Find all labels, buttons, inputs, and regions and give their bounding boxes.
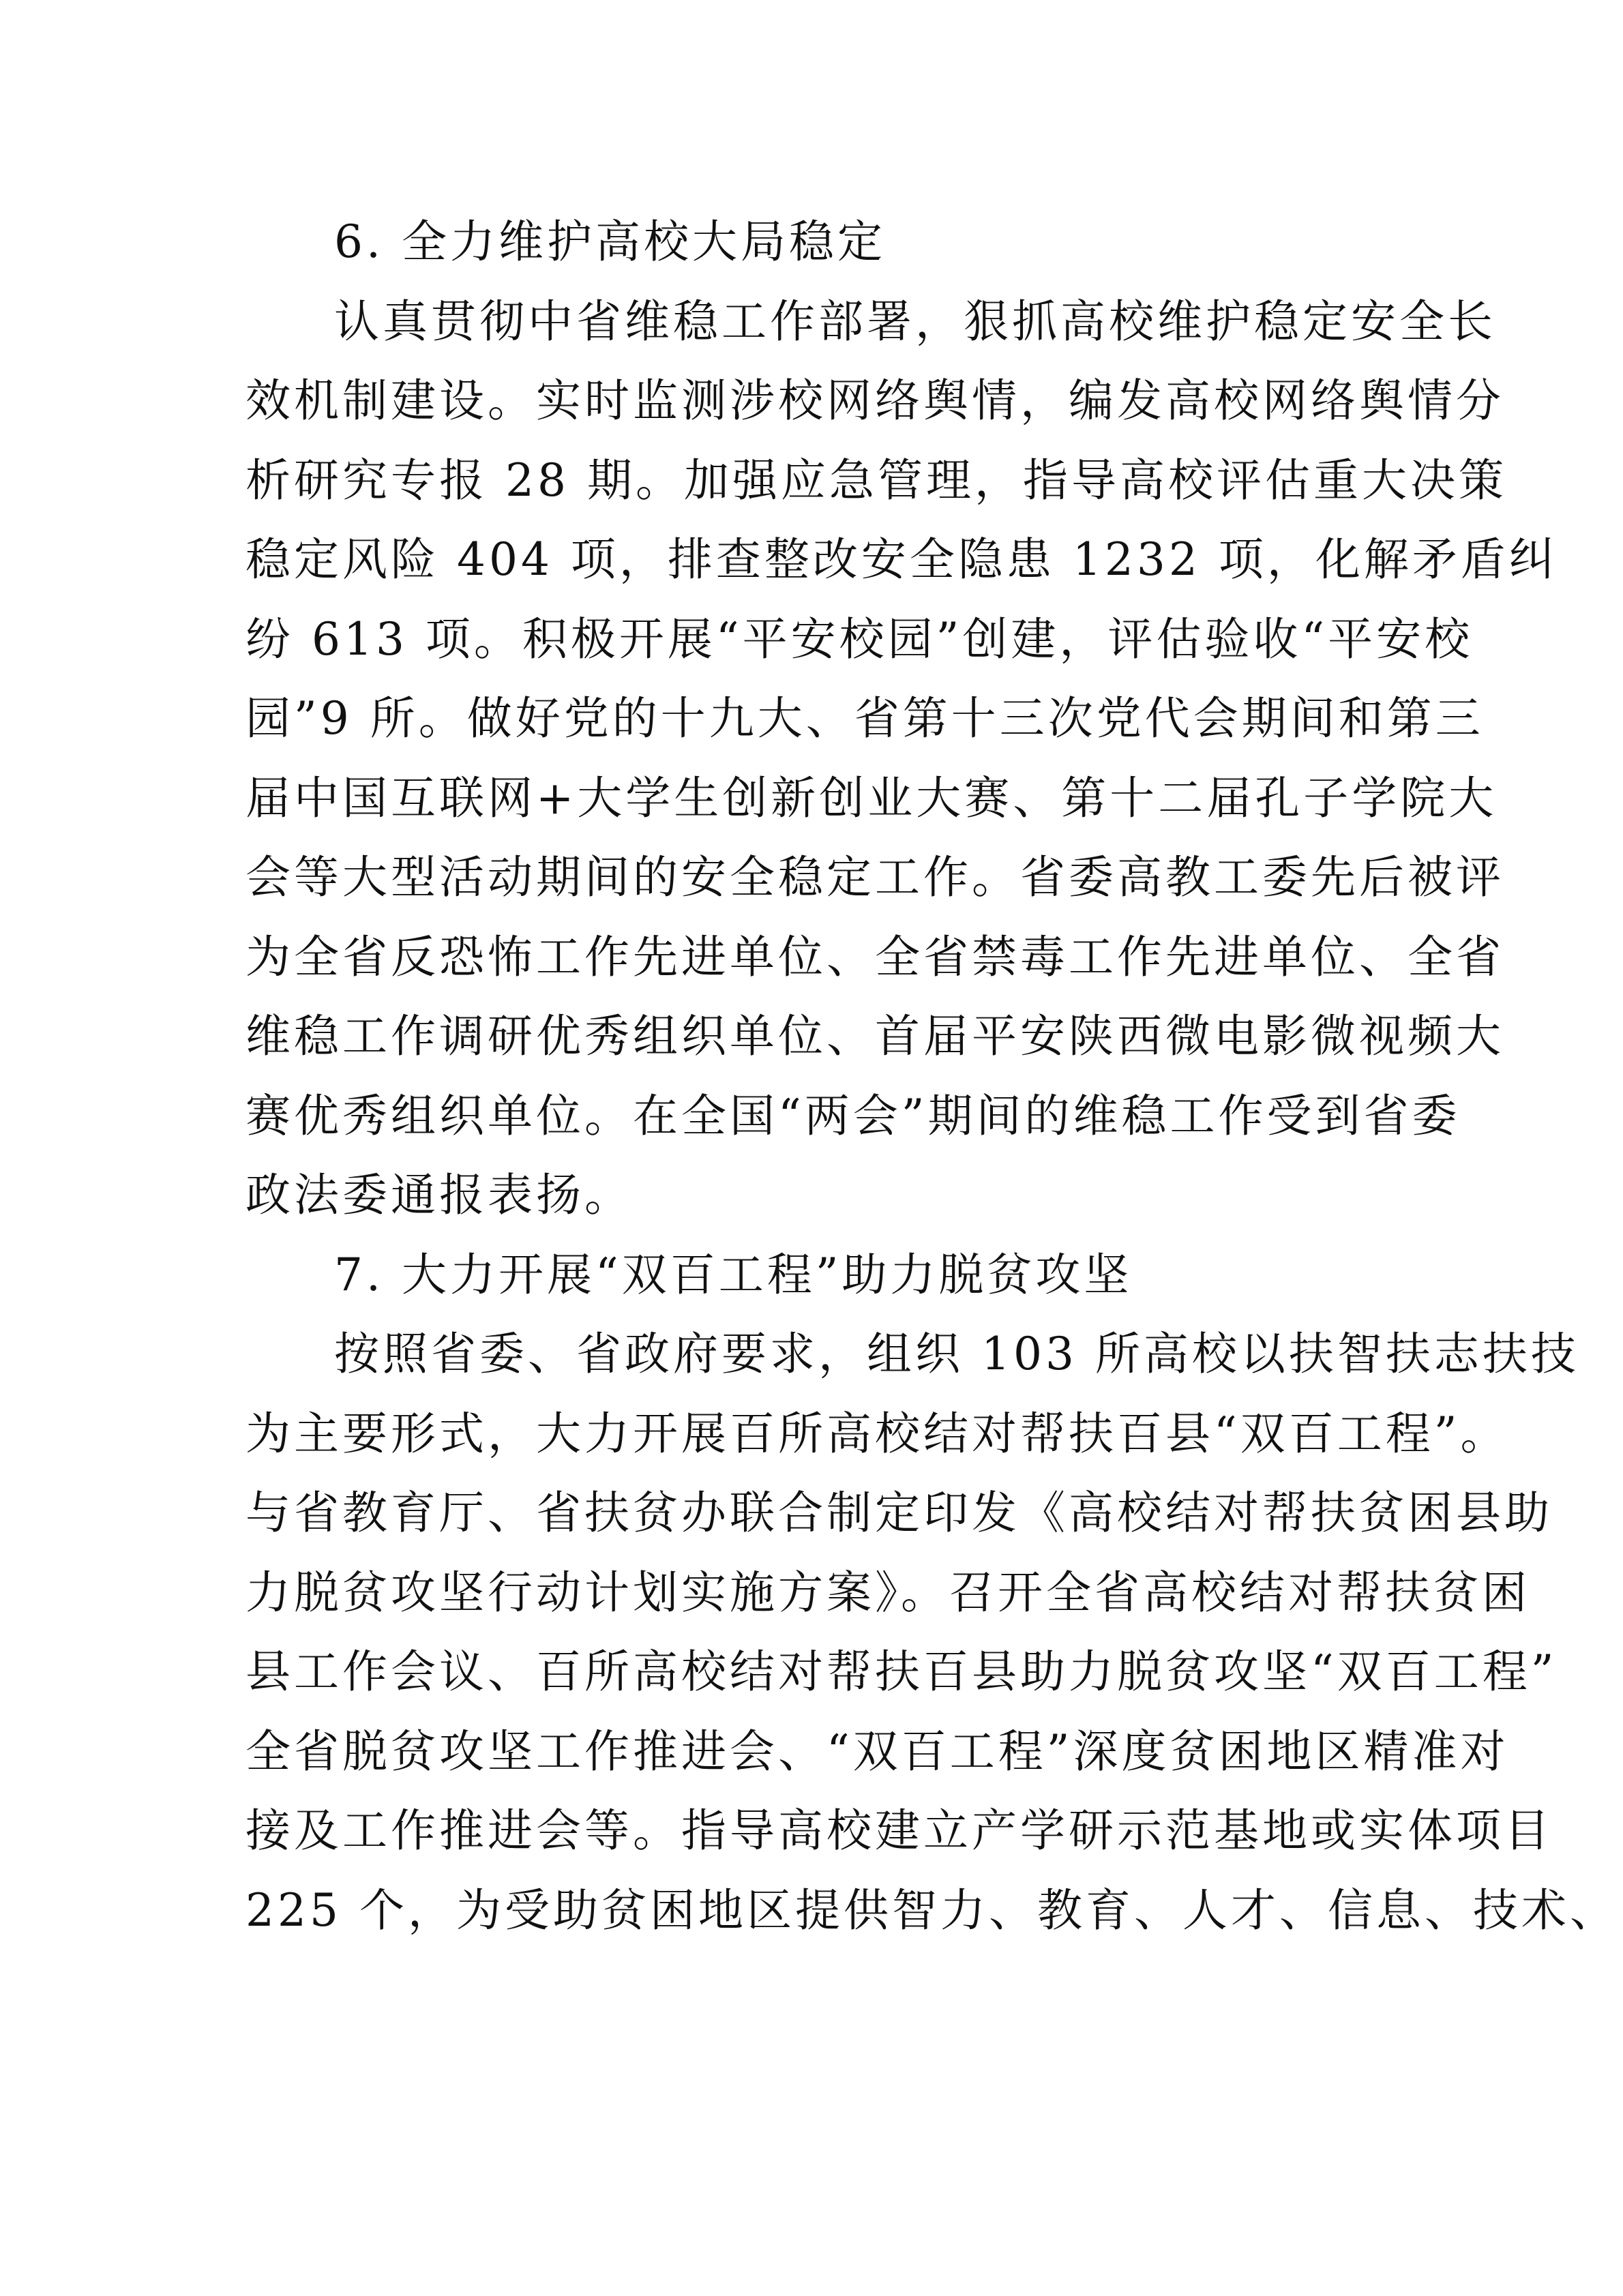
section-7-paragraph-line: 力脱贫攻坚行动计划实施方案》。召开全省高校结对帮扶贫困: [245, 1566, 1530, 1619]
section-6-paragraph-line: 政法委通报表扬。: [245, 1169, 633, 1221]
section-7-paragraph-line: 按照省委、省政府要求，组织 103 所高校以扶智扶志扶技: [334, 1328, 1579, 1380]
section-7-paragraph-line: 县工作会议、百所高校结对帮扶百县助力脱贫攻坚“双百工程”: [245, 1645, 1558, 1698]
section-6-paragraph-line: 认真贯彻中省维稳工作部署，狠抓高校维护稳定安全长: [334, 295, 1496, 348]
section-6-heading: 6. 全力维护高校大局稳定: [334, 215, 886, 268]
section-6-paragraph-line: 析研究专报 28 期。加强应急管理，指导高校评估重大决策: [245, 453, 1507, 507]
section-6-paragraph-line: 为全省反恐怖工作先进单位、全省禁毒工作先进单位、全省: [245, 930, 1504, 983]
section-6-paragraph-line: 会等大型活动期间的安全稳定工作。省委高教工委先后被评: [245, 851, 1504, 904]
section-7-paragraph-line: 为主要形式，大力开展百所高校结对帮扶百县“双百工程”。: [245, 1407, 1509, 1460]
section-7-paragraph-line: 接及工作推进会等。指导高校建立产学研示范基地或实体项目: [245, 1804, 1553, 1857]
section-6-paragraph-line: 园”9 所。做好党的十九大、省第十三次党代会期间和第三: [245, 692, 1484, 745]
section-6-paragraph-line: 纷 613 项。积极开展“平安校园”创建，评估验收“平安校: [245, 612, 1474, 666]
section-7-paragraph-line: 225 个，为受助贫困地区提供智力、教育、人才、信息、技术、: [245, 1883, 1618, 1937]
section-7-heading: 7. 大力开展“双百工程”助力脱贫攻坚: [334, 1248, 1133, 1301]
section-6-paragraph-line: 稳定风险 404 项，排查整改安全隐患 1232 项，化解矛盾纠: [245, 533, 1558, 586]
document-body: [245, 203, 1618, 1950]
section-6-paragraph-line: 维稳工作调研优秀组织单位、首届平安陕西微电影微视频大: [245, 1010, 1504, 1062]
section-6-paragraph-line: 届中国互联网+大学生创新创业大赛、第十二届孔子学院大: [245, 771, 1498, 824]
section-7-paragraph-line: 与省教育厅、省扶贫办联合制定印发《高校结对帮扶贫困县助: [245, 1487, 1553, 1539]
section-6-paragraph-line: 赛优秀组织单位。在全国“两会”期间的维稳工作受到省委: [245, 1089, 1461, 1142]
section-6-paragraph-line: 效机制建设。实时监测涉校网络舆情，编发高校网络舆情分: [245, 374, 1504, 427]
section-7-paragraph-line: 全省脱贫攻坚工作推进会、“双百工程”深度贫困地区精准对: [245, 1725, 1509, 1778]
